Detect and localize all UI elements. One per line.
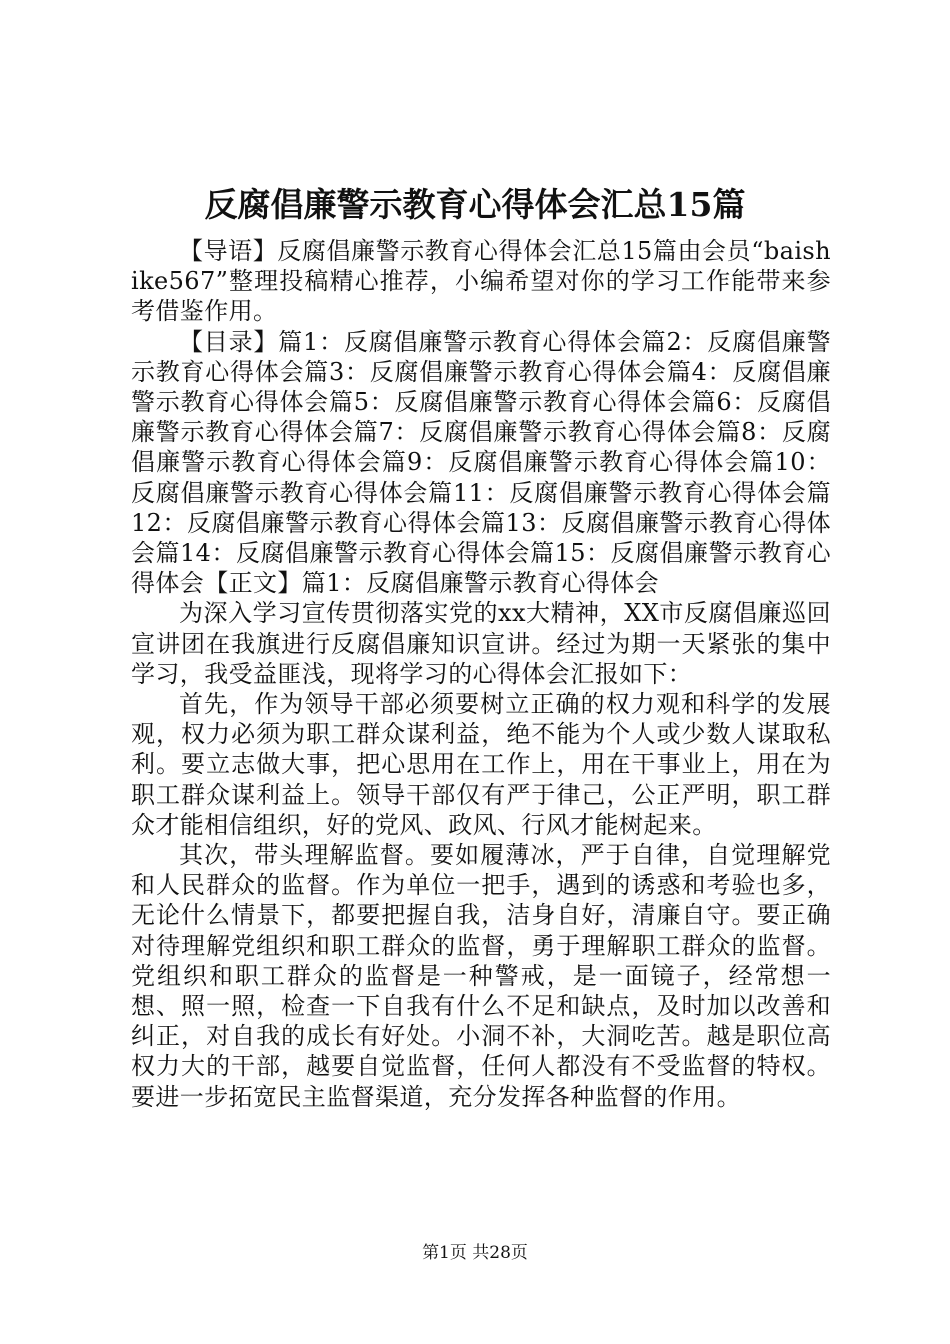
paragraph-body-2: 首先，作为领导干部必须要树立正确的权力观和科学的发展观，权力必须为职工群众谋利益，绝不能为个人或少数人谋取私利。要立志做大事，把心思用在工作上，用在干事业上，用在为职工群众谋利益上。领导干部仅有严于律己，公正严明，职工群众才能相信组织，好的党风、政风、行风才能树起来。 — [131, 690, 831, 839]
paragraph-intro: 【导语】反腐倡廉警示教育心得体会汇总15篇由会员“baishike567”整理投稿精心推荐，小编希望对你的学习工作能带来参考借鉴作用。 — [131, 237, 831, 326]
paragraph-body-3: 其次，带头理解监督。要如履薄冰，严于自律，自觉理解党和人民群众的监督。作为单位一把手，遇到的诱惑和考验也多，无论什么情景下，都要把握自我，洁身自好，清廉自守。要正确对待理解党组织和职工群众的监督，勇于理解职工群众的监督。党组织和职工群众的监督是一种警戒，是一面镜子，经常想一想、照一照，检查一下自我有什么不足和缺点，及时加以改善和纠正，对自我的成长有好处。小洞不补，大洞吃苦。越是职位高权力大的干部，越要自觉监督，任何人都没有不受监督的特权。要进一步拓宽民主监督渠道，充分发挥各种监督的作用。 — [131, 841, 831, 1111]
paragraph-body-1: 为深入学习宣传贯彻落实党的xx大精神，XX市反腐倡廉巡回宣讲团在我旗进行反腐倡廉知识宣讲。经过为期一天紧张的集中学习，我受益匪浅，现将学习的心得体会汇报如下： — [131, 599, 831, 688]
page-footer: 第1页 共28页 — [422, 1243, 528, 1263]
paragraph-contents: 【目录】篇1：反腐倡廉警示教育心得体会篇2：反腐倡廉警示教育心得体会篇3：反腐倡廉警示教育心得体会篇4：反腐倡廉警示教育心得体会篇5：反腐倡廉警示教育心得体会篇6：反腐倡廉警示教育心得体会篇7：反腐倡廉警示教育心得体会篇8：反腐倡廉警示教育心得体会篇9：反腐倡廉警示教育心得体会篇10：反腐倡廉警示教育心得体会篇11：反腐倡廉警示教育心得体会篇12：反腐倡廉警示教育心得体会篇13：反腐倡廉警示教育心得体会篇14：反腐倡廉警示教育心得体会篇15：反腐倡廉警示教育心得体会【正文】篇1：反腐倡廉警示教育心得体会 — [131, 327, 831, 598]
document-body — [131, 236, 831, 1112]
document-title: 反腐倡廉警示教育心得体会汇总15篇 — [204, 185, 746, 224]
